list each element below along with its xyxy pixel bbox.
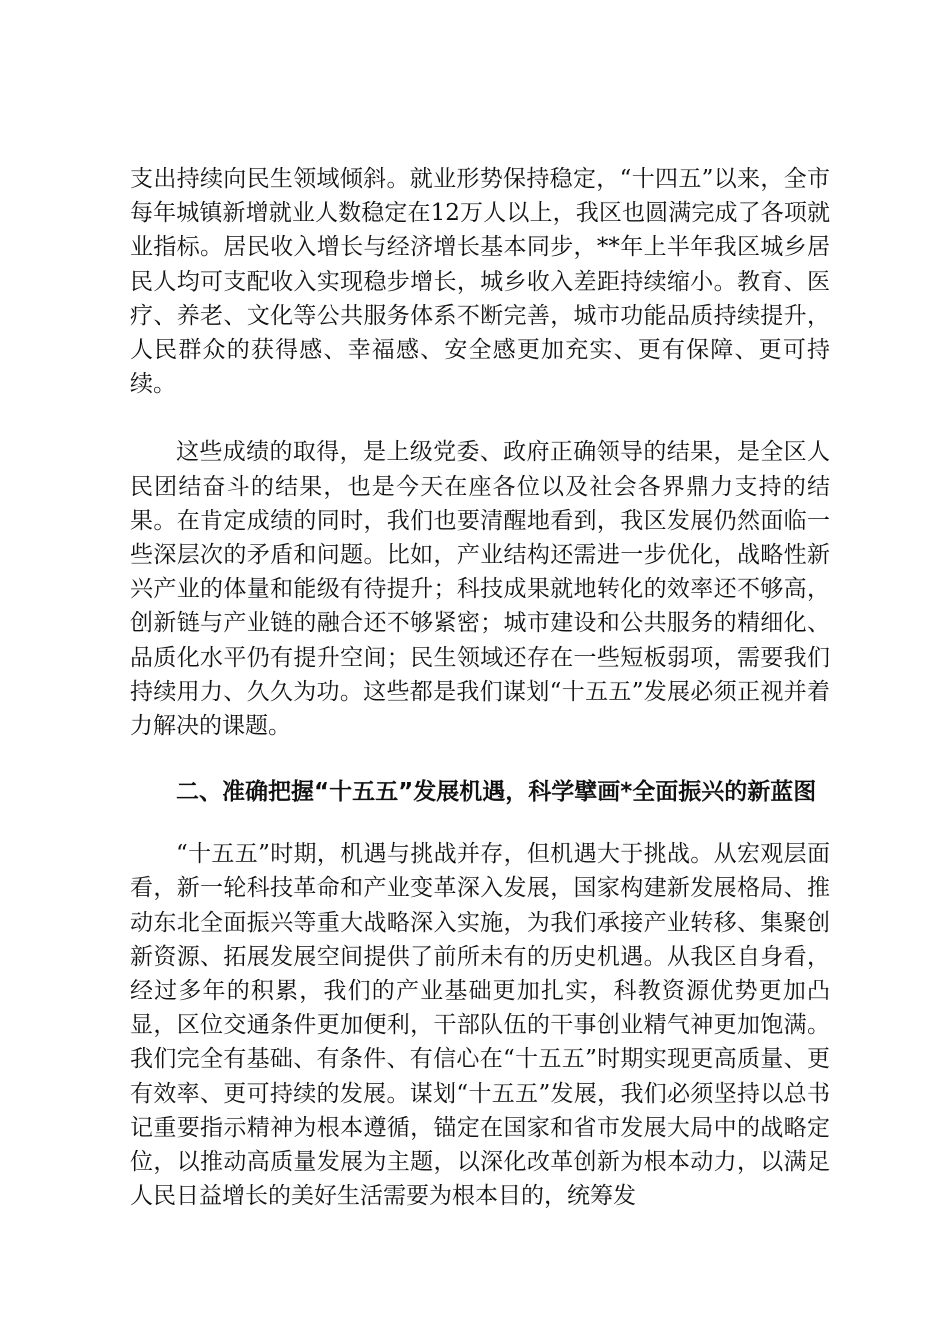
paragraph-achievements-and-problems: 这些成绩的取得，是上级党委、政府正确领导的结果，是全区人民团结奋斗的结果，也是今天在座各位以及社会各界鼎力支持的结果。在肯定成绩的同时，我们也要清醒地看到，我区发展仍然面临一些深层次的矛盾和问题。比如，产业结构还需进一步优化，战略性新兴产业的体量和能级有待提升；科技成果就地转化的效率还不够高，创新链与产业链的融合还不够紧密；城市建设和公共服务的精细化、品质化水平仍有提升空间；民生领域还存在一些短板弱项，需要我们持续用力、久久为功。这些都是我们谋划“十五五”发展必须正视并着力解决的课题。 bbox=[130, 439, 830, 740]
section-heading-two: 二、准确把握“十五五”发展机遇，科学擘画*全面振兴的新蓝图 bbox=[176, 779, 817, 806]
paragraph-opportunities: “十五五”时期，机遇与挑战并存，但机遇大于挑战。从宏观层面看，新一轮科技革命和产业变革深入发展，国家构建新发展格局、推动东北全面振兴等重大战略深入实施，为我们承接产业转移、集聚创新资源、拓展发展空间提供了前所未有的历史机遇。从我区自身看，经过多年的积累，我们的产业基础更加扎实，科教资源优势更加凸显，区位交通条件更加便利，干部队伍的干事创业精气神更加饱满。我们完全有基础、有条件、有信心在“十五五”时期实现更高质量、更有效率、更可持续的发展。谋划“十五五”发展，我们必须坚持以总书记重要指示精神为根本遵循，锚定在国家和省市发展大局中的战略定位，以推动高质量发展为主题，以深化改革创新为根本动力，以满足人民日益增长的美好生活需要为根本目的，统筹发 bbox=[130, 841, 830, 1210]
paragraph-continued-livelihood: 支出持续向民生领域倾斜。就业形势保持稳定，“十四五”以来，全市每年城镇新增就业人数稳定在12万人以上，我区也圆满完成了各项就业指标。居民收入增长与经济增长基本同步，**年上半年我区城乡居民人均可支配收入实现稳步增长，城乡收入差距持续缩小。教育、医疗、养老、文化等公共服务体系不断完善，城市功能品质持续提升，人民群众的获得感、幸福感、安全感更加充实、更有保障、更可持续。 bbox=[130, 166, 830, 398]
document-body bbox=[130, 162, 830, 1213]
